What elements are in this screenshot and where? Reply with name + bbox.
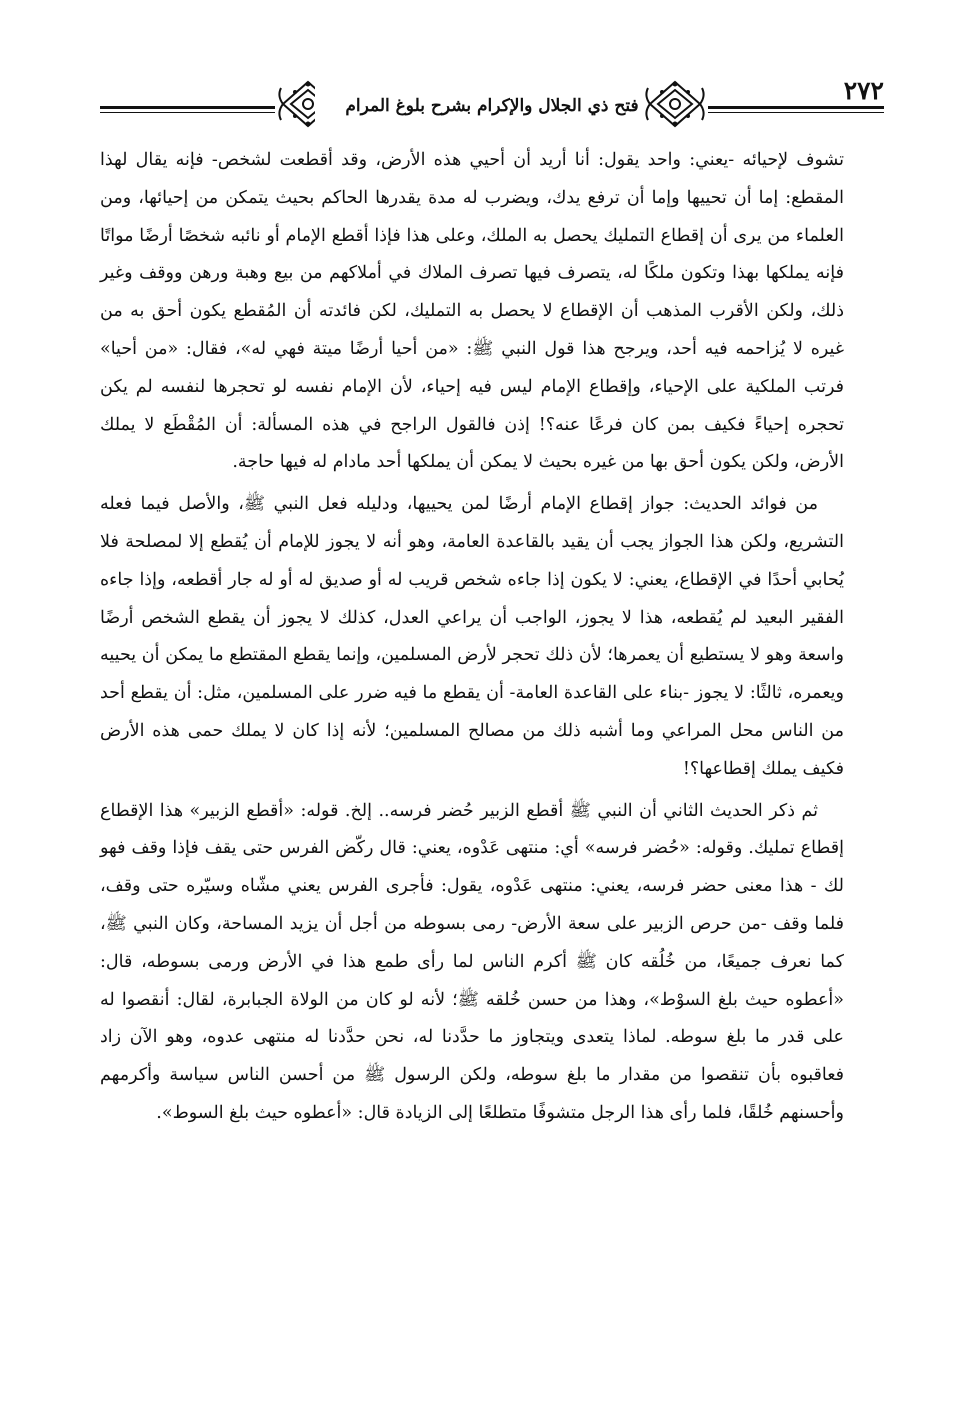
- running-header: [100, 78, 884, 130]
- ornament-right-icon: [642, 78, 708, 130]
- paragraph: تشوف لإحيائه -يعني: واحد يقول: أنا أريد أن أحيي هذه الأرض، وقد أقطعت لشخص- فإنه يقال لهذا المقطع: إما أن تحييها وإما أن ترفع يدك، ويضرب له مدة يقدرها الحاكم بحيث يتمكن من إحيائها، ومن العلماء من يرى أن إقطاع التمليك يحصل به الملك، وعلى هذا فإذا أقطع الإمام أو نائبه شخصًا أرضًا مواتًا فإنه يملكها بهذا وتكون ملكًا له، يتصرف فيها تصرف الملاك في أملاكهم من بيع وهبة ورهن ووقف وغير ذلك، ولكن الأقرب المذهب أن الإقطاع لا يحصل به التمليك، لكن فائدته أن المُقطع يكون أحق به من غيره لا يُزاحمه فيه أحد، ويرجح هذا قول النبي ﷺ: «من أحيا أرضًا ميتة فهي له»، فقال: «من أحيا» فرتب الملكية على الإحياء، وإقطاع الإمام ليس فيه إحياء، لأن الإمام نفسه لو تحجرها لنفسه لم يكن تحجره إحياءً فكيف بمن كان فرعًا عنه؟! إذن فالقول الراجح في هذه المسألة: أن المُقْطَع لا يملك الأرض، ولكن يكون أحق بها من غيره بحيث لا يمكن أن يملكها أحد مادام له فيها حاجة.: [100, 150, 844, 473]
- running-title: فتح ذي الجلال والإكرام بشرح بلوغ المرام: [345, 96, 639, 116]
- page-number: ٢٧٢: [814, 78, 884, 104]
- body-text: [100, 142, 844, 1133]
- running-title-band: [315, 86, 669, 126]
- paragraph: ثم ذكر الحديث الثاني أن النبي ﷺ أقطع الزبير حُضر فرسه.. إلخ. قوله: «أقطع الزبير» هذا الإقطاع إقطاع تمليك. وقوله: «حُضر فرسه» أي: منتهى عَدْوه، يعني: قال ركّض الفرس حتى يقف فإذا وقف فهو لك - هذا معنى حضر فرسه، يعني: منتهى عَدْوه، يقول: فأجرى الفرس يعني مشّاه وسيّره حتى وقف، فلما وقف -من حرص الزبير على سعة الأرض- رمى بسوطه من أجل أن يزيد المساحة، وكان النبي ﷺ، كما نعرف جميعًا، من خُلُقه كان ﷺ أكرم الناس لما رأى طمع هذا في الأرض ورمى بسوطه، قال: «أعطوه حيث بلغ السوْط»، وهذا من حسن خُلقه ﷺ؛ لأنه لو كان من الولاة الجبابرة، لقال: أنقصوا له على قدر ما بلغ سوطه. لماذا يتعدى ويتجاوز ما حدَّدنا له، نحن حدَّدنا له منتهى عدوه، وهو الآن زاد فعاقبوه بأن تنقصوا من مقدار ما بلغ سوطه، ولكن الرسول ﷺ من أحسن الناس سياسة وأكرمهم وأحسنهم خُلقًا، فلما رأى هذا الرجل متشوفًا متطلعًا إلى الزيادة قال: «أعطوه حيث بلغ السوط».: [100, 800, 844, 1123]
- paragraph: من فوائد الحديث: جواز إقطاع الإمام أرضًا لمن يحييها، ودليله فعل النبي ﷺ، والأصل فيما فعله التشريع، ولكن هذا الجواز يجب أن يقيد بالقاعدة العامة، وهو أنه لا يجوز للإمام أن يُقطع إلا لمصلحة فلا يُحابي أحدًا في الإقطاع، يعني: لا يكون إذا جاءه شخص قريب له أو صديق له أو له جار أقطعه، وإذا جاءه الفقير البعيد لم يُقطعه، هذا لا يجوز، الواجب أن يراعي العدل، كذلك لا يجوز أن يقطع الشخص أرضًا واسعة وهو لا يستطيع أن يعمرها؛ لأن ذلك تحجر لأرض المسلمين، وإنما يقطع المقتطع ما يمكن أن يحييه ويعمره، ثالثًا: لا يجوز -بناء على القاعدة العامة- أن يقطع ما فيه ضرر على المسلمين، مثل: أن يقطع أحد من الناس محل المراعي وما أشبه ذلك من مصالح المسلمين؛ لأنه إذا كان لا يملك حمى هذه الأرض فكيف يملك إقطاعها؟!: [100, 494, 844, 779]
